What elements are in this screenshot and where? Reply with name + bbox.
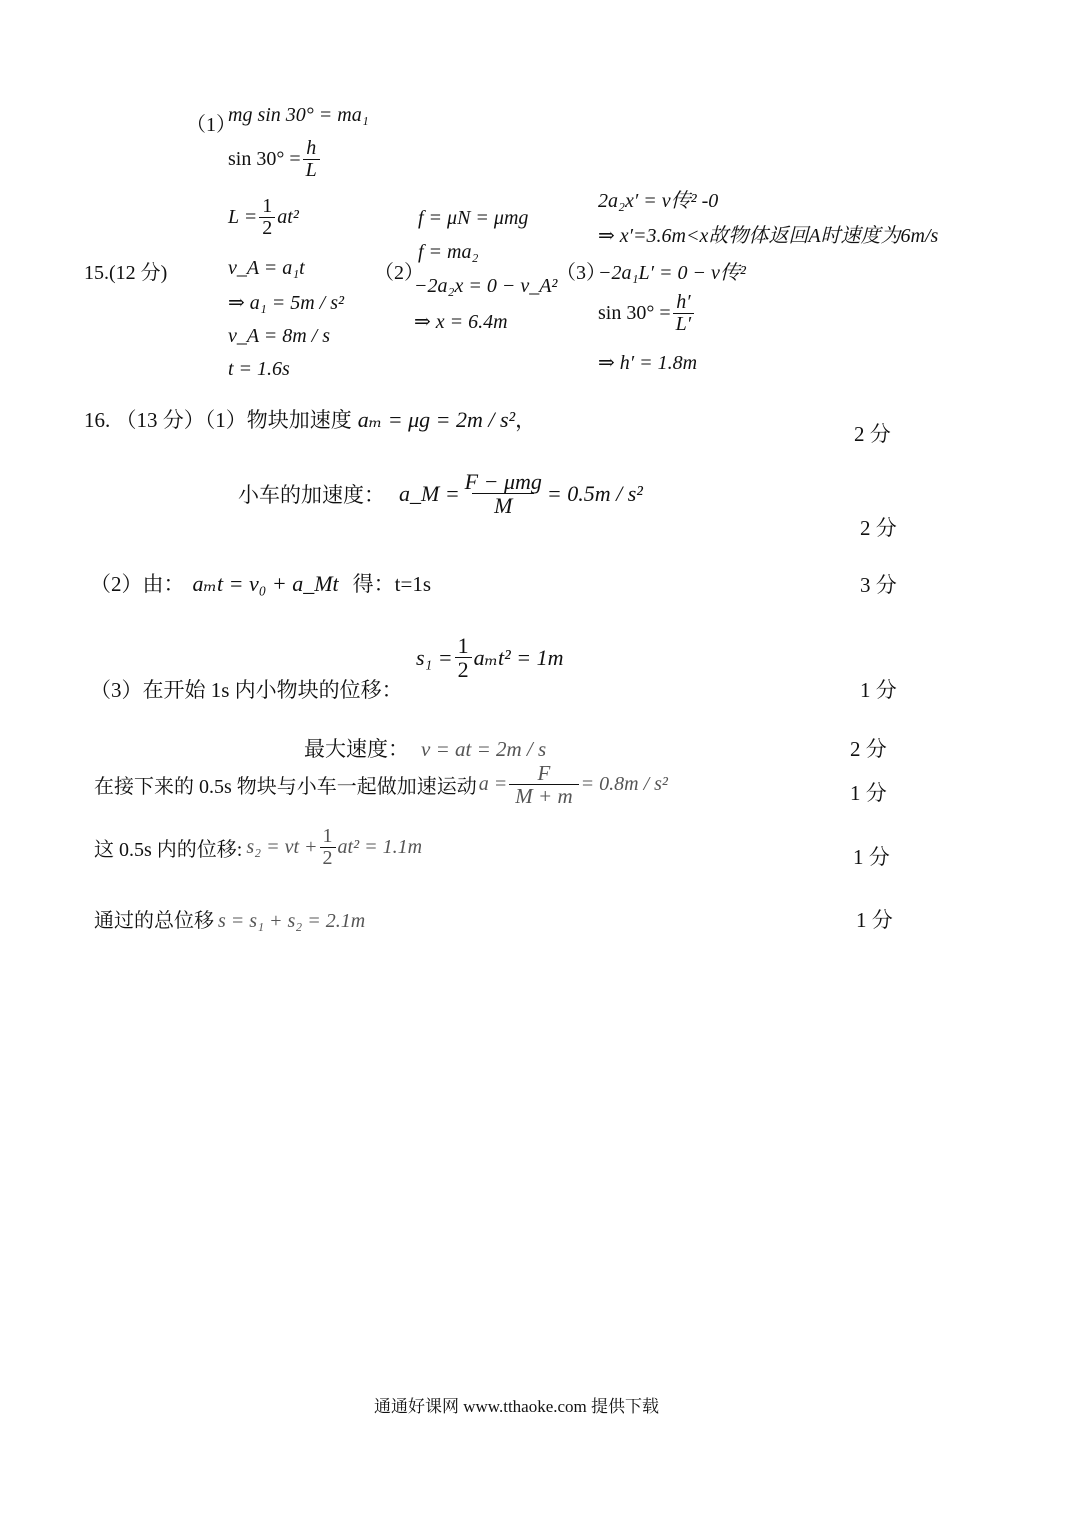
eq3-den: 2: [259, 217, 275, 239]
eq3-right: at²: [277, 206, 299, 228]
q16-line1-tail: ，: [515, 408, 537, 432]
q16-line7-text: 这 0.5s 内的位移:: [94, 839, 243, 861]
q16-line8: [94, 904, 365, 933]
eq2-den: L: [303, 159, 320, 181]
q15-label: 15.(12 分): [84, 262, 168, 284]
eq2-left: sin 30° =: [228, 148, 301, 170]
eq3-num: 1: [262, 195, 273, 217]
p3-eq4-num: h′: [676, 291, 691, 313]
q15-part2-eq1: f = μN = μmg: [418, 207, 529, 229]
q15-part1-eq2: [228, 138, 322, 181]
q16-line5-text: 最大速度：: [304, 737, 409, 761]
q16-line3-eq: aₘt = v₀ + a_Mt: [192, 571, 339, 596]
q16-line6-right: = 0.8m / s²: [580, 773, 668, 796]
q16-line7-num: 1: [322, 825, 333, 847]
q16-line6-den: M + m: [509, 784, 578, 807]
q16-line6-num: F: [537, 761, 551, 785]
q16-line1: [84, 404, 536, 434]
q16-line7: [94, 826, 422, 869]
q16-line3-tail: 得：t=1s: [352, 572, 432, 596]
q16-line4-score: 1 分: [860, 678, 897, 702]
q15-part2-marker: （2）: [374, 262, 424, 284]
eq3-left: L =: [228, 206, 258, 228]
q15-part1-eq1: mg sin 30° = ma₁: [228, 104, 369, 126]
q15-part3-eq1: 2a₂x′ = v传² -0: [598, 190, 719, 212]
q16-line3: [90, 568, 431, 598]
q16-line4-left: s₁ =: [416, 644, 453, 670]
q16-line2: [238, 470, 643, 517]
q16-line6-score: 1 分: [850, 781, 887, 805]
q15-part3-eq2: ⇒ x′=3.6m<x故物体返回A时速度为6m/s: [598, 225, 939, 247]
q16-line2-score: 2 分: [860, 516, 897, 540]
q16-line7-right: at² = 1.1m: [337, 836, 423, 858]
q15-part2-eq4: ⇒ x = 6.4m: [414, 311, 508, 333]
q15-part1-eq7: t = 1.6s: [228, 358, 290, 380]
q15-part3-eq5: ⇒ h′ = 1.8m: [598, 352, 698, 374]
q16-line2-right: = 0.5m / s²: [546, 480, 643, 506]
q15-part1-eq4: v_A = a₁t: [228, 257, 305, 279]
page-footer: 通通好课网 www.tthaoke.com 提供下载: [374, 1397, 660, 1416]
q15-part3-eq4: [598, 292, 696, 335]
q16-line6-left: a =: [478, 773, 508, 796]
q16-line7-left: s₂ = vt +: [246, 836, 318, 858]
q16-line4-eq: [416, 634, 564, 681]
q16-line2-text: 小车的加速度：: [238, 482, 385, 507]
q15-part1-eq3: [228, 196, 299, 239]
q16-line8-eq: s = s₁ + s₂ = 2.1m: [218, 910, 366, 932]
q15-part2-eq3: −2a₂x = 0 − v_A²: [414, 275, 558, 297]
q15-part3-eq3: −2a₁L′ = 0 − v传²: [598, 262, 746, 284]
q15-part1-eq6: v_A = 8m / s: [228, 325, 331, 347]
q16-line8-score: 1 分: [856, 908, 893, 932]
q16-line3-text: （2）由：: [90, 572, 185, 596]
q16-line2-den: M: [472, 493, 534, 517]
eq2-num: h: [306, 137, 317, 159]
q16-line1-text: 16. （13 分）（1）物块加速度: [84, 408, 352, 432]
q16-line4-num: 1: [457, 633, 469, 658]
q16-line7-score: 1 分: [853, 845, 890, 869]
q16-line2-left: a_M =: [399, 480, 460, 506]
q15-part1-marker: （1）: [186, 114, 236, 136]
q16-line5-eq: v = at = 2m / s: [421, 737, 547, 761]
q16-line3-score: 3 分: [860, 573, 897, 597]
q16-line4-den: 2: [455, 657, 472, 681]
p3-eq4-den: L′: [673, 313, 695, 335]
q15-part1-eq5: ⇒ a₁ = 5m / s²: [228, 292, 344, 314]
q16-line7-den: 2: [320, 847, 336, 869]
q15-part2-eq2: f = ma₂: [418, 241, 479, 263]
q16-line5: [304, 733, 546, 763]
q16-line1-eq: aₘ = μg = 2m / s²: [357, 407, 516, 432]
q16-line8-text: 通过的总位移: [94, 910, 214, 932]
q15-part3-marker: （3）: [556, 262, 606, 284]
q16-line5-score: 2 分: [850, 737, 887, 761]
p3-eq4-left: sin 30° =: [598, 302, 671, 324]
q16-line6-text: 在接下来的 0.5s 物块与小车一起做加速运动: [94, 776, 477, 799]
q16-line2-num: F − μmg: [464, 469, 542, 494]
q16-line4-right: aₘt² = 1m: [473, 644, 564, 670]
q16-line4-text: （3）在开始 1s 内小物块的位移：: [90, 678, 403, 702]
q16-line1-score: 2 分: [854, 422, 891, 446]
q16-line6: [94, 762, 668, 807]
